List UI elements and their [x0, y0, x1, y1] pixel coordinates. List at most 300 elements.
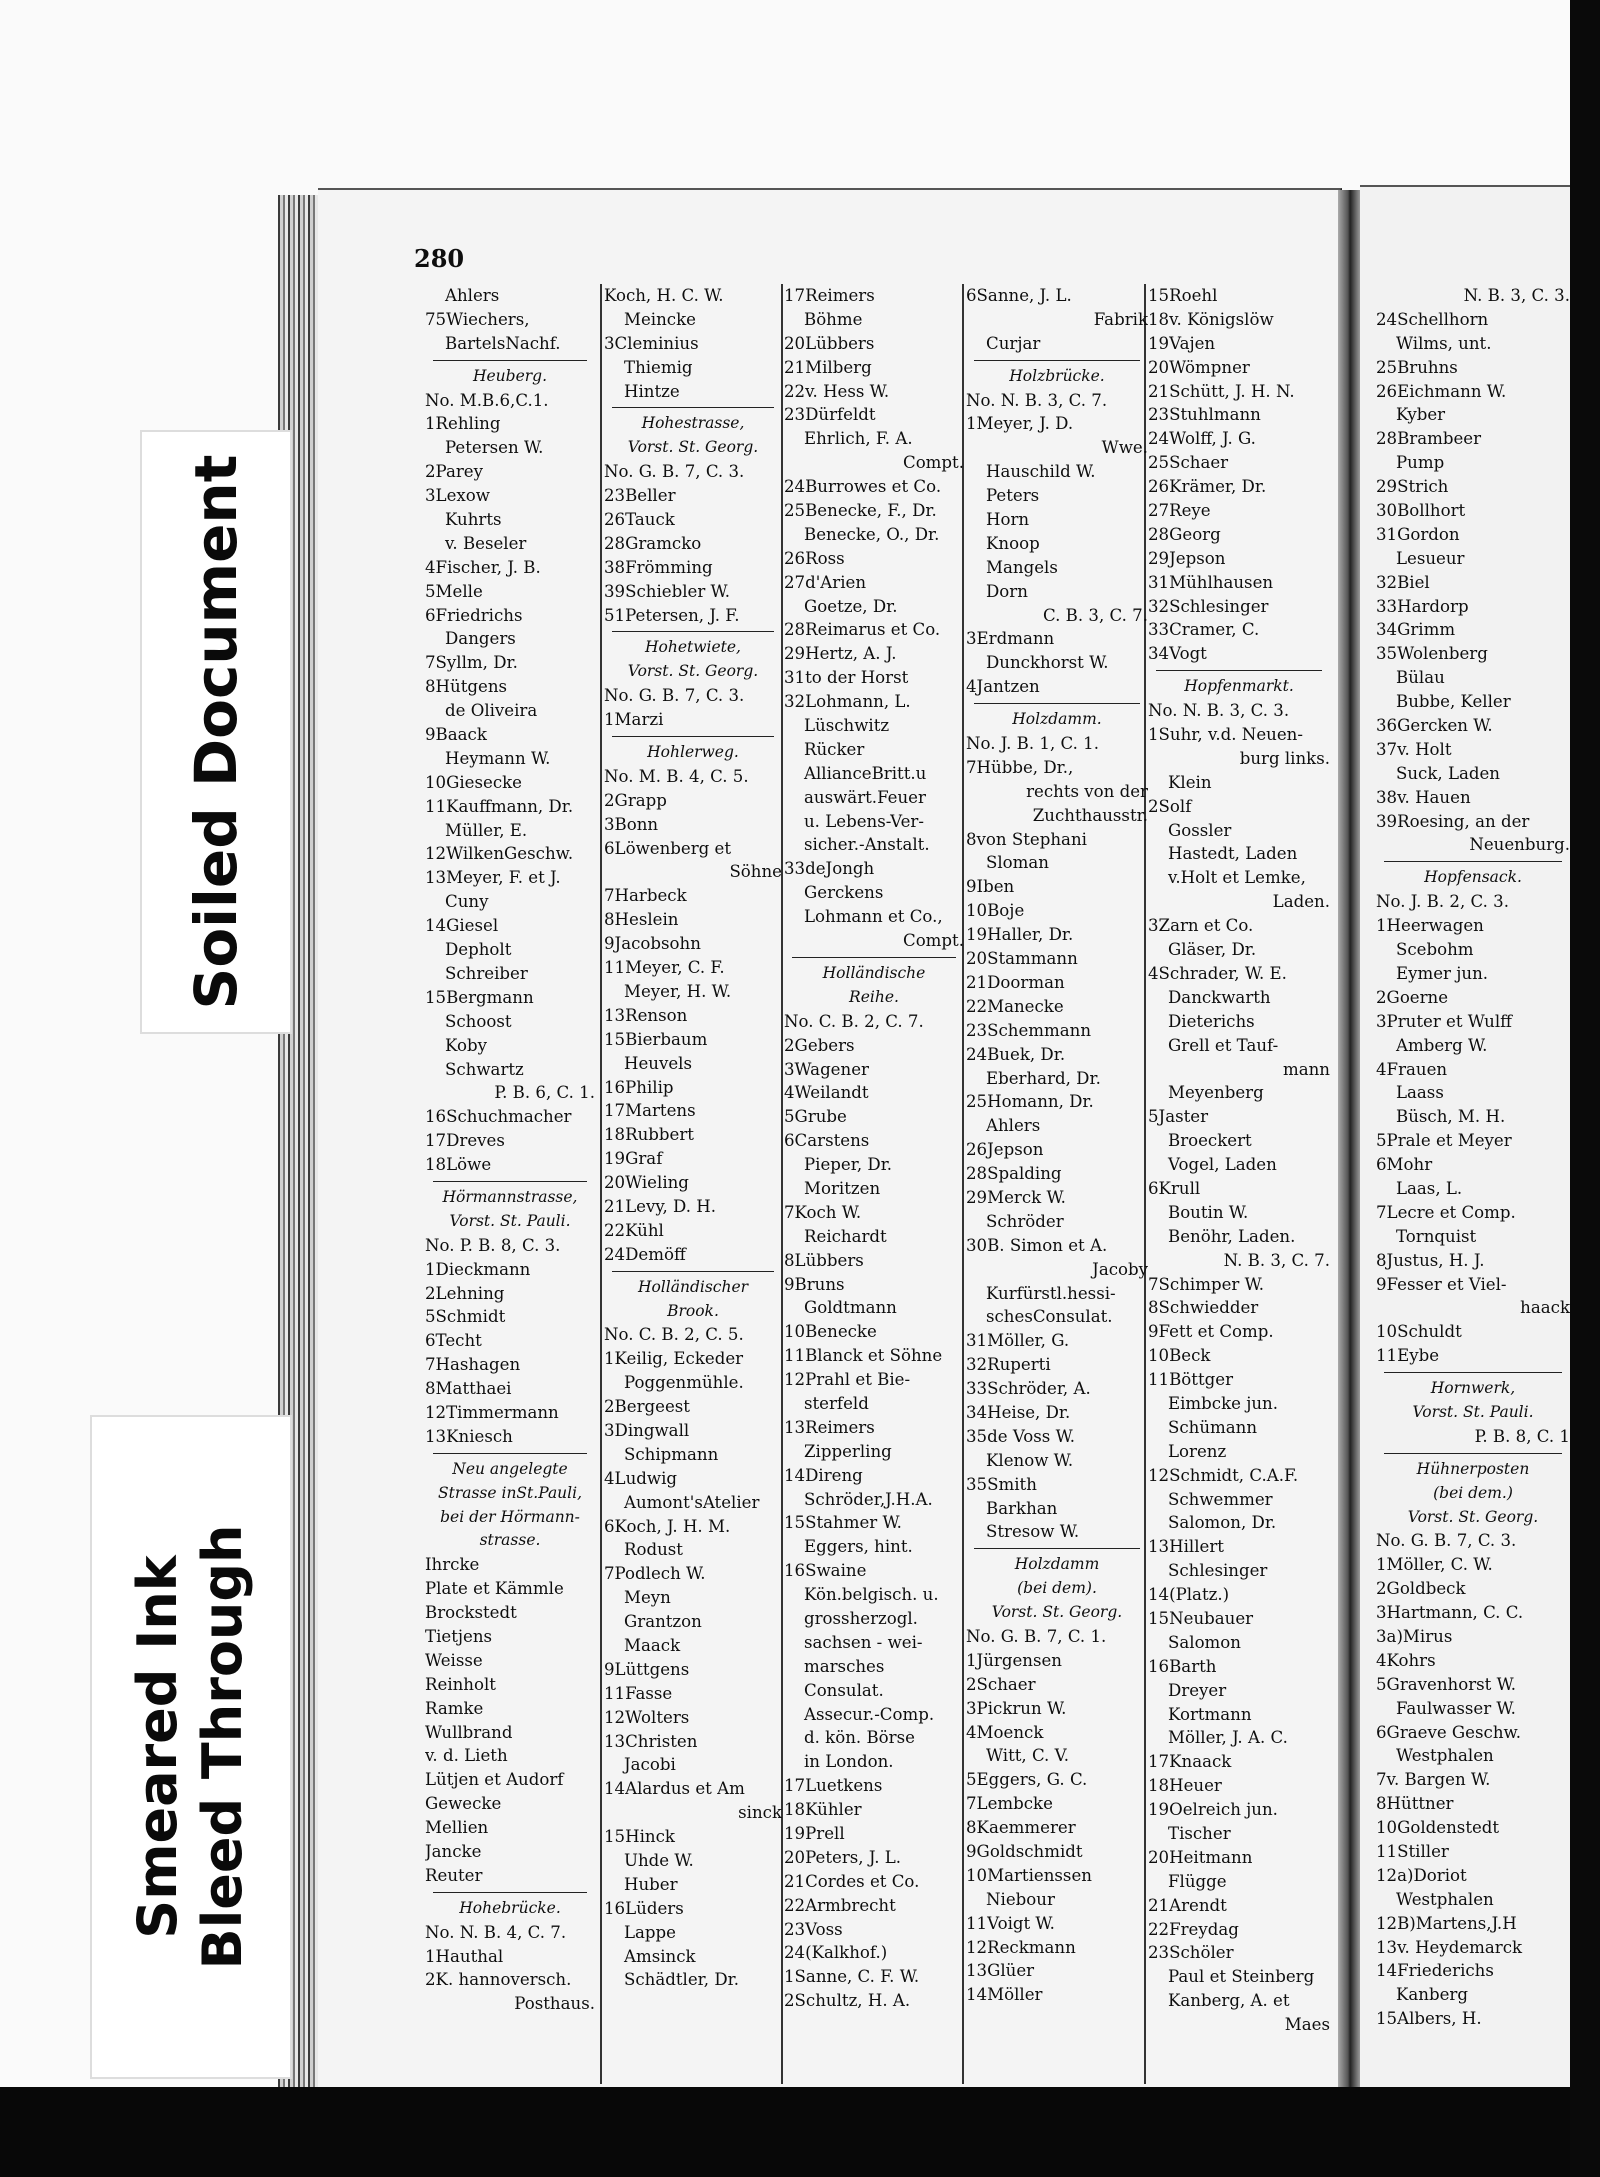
directory-entry: 11Blanck et Söhne — [784, 1346, 943, 1366]
directory-entry: 7Lecre et Comp. — [1376, 1202, 1516, 1222]
directory-entry: Uhde W. — [624, 1851, 694, 1870]
directory-entry: 5Melle — [425, 581, 483, 601]
directory-entry: d. kön. Börse — [804, 1728, 915, 1748]
directory-entry: Dangers — [445, 629, 516, 649]
street-heading: Hohetwiete, — [645, 638, 741, 657]
directory-entry: 34Vogt — [1148, 644, 1207, 664]
directory-entry: Witt, C. V. — [986, 1746, 1069, 1766]
directory-entry: 10Benecke — [784, 1322, 877, 1342]
directory-entry: mann — [1282, 1059, 1330, 1079]
directory-entry: 14Alardus et Am — [604, 1779, 745, 1799]
directory-entry: Müller, E. — [445, 820, 528, 840]
directory-entry: 8Matthaei — [425, 1379, 512, 1399]
directory-entry: 2K. hannoversch. — [425, 1970, 572, 1990]
directory-entry: Gerckens — [804, 883, 884, 903]
directory-entry: Koby — [445, 1035, 487, 1055]
directory-entry: 20Wieling — [604, 1173, 689, 1193]
street-heading: Vorst. St. Georg. — [1407, 1507, 1539, 1526]
directory-entry: 7Schimper W. — [1148, 1274, 1265, 1294]
street-heading: Hohestrasse, — [641, 414, 745, 433]
directory-entry: 1Dieckmann — [425, 1259, 531, 1279]
directory-entry: 11Fasse — [604, 1683, 673, 1703]
directory-entry: 22Freydag — [1148, 1919, 1239, 1939]
directory-entry: Eggers, hint. — [804, 1537, 913, 1557]
directory-entry: 17Luetkens — [784, 1776, 883, 1796]
directory-entry: 8Schwiedder — [1148, 1298, 1259, 1318]
directory-entry: Amsinck — [624, 1946, 696, 1966]
directory-entry: 19Graf — [604, 1149, 663, 1169]
directory-entry: 2Goerne — [1376, 987, 1449, 1007]
directory-entry: 4Frauen — [1376, 1059, 1448, 1079]
directory-entry: AllianceBritt.u — [804, 763, 927, 783]
directory-entry: No. P. B. 8, C. 3. — [425, 1235, 561, 1255]
directory-entry: No. N. B. 4, C. 7. — [425, 1922, 567, 1942]
directory-entry: 75Wiechers, — [425, 309, 530, 329]
directory-entry: 18v. Königslöw — [1148, 309, 1274, 329]
directory-entry: 15Hinck — [604, 1827, 675, 1847]
directory-entry: Compt. — [903, 931, 964, 951]
directory-entry: 32Ruperti — [966, 1355, 1051, 1375]
directory-entry: Moritzen — [804, 1178, 881, 1198]
directory-entry: 31Möller, G. — [966, 1331, 1070, 1351]
directory-entry: No. G. B. 7, C. 3. — [1376, 1531, 1517, 1551]
directory-entry: 24Burrowes et Co. — [784, 477, 942, 497]
section-divider — [1384, 1453, 1562, 1454]
directory-entry: 4Jantzen — [966, 677, 1040, 697]
directory-entry: N. B. 3, C. 3. — [1463, 286, 1570, 305]
directory-entry: Schröder — [986, 1211, 1064, 1231]
column-divider — [600, 284, 602, 2084]
directory-entry: Brockstedt — [425, 1603, 517, 1623]
directory-entry: 36Gercken W. — [1376, 716, 1493, 736]
directory-entry: 25Homann, Dr. — [966, 1092, 1094, 1112]
directory-entry: 7v. Bargen W. — [1376, 1770, 1491, 1790]
directory-entry: Grantzon — [624, 1612, 702, 1632]
directory-entry: Huber — [624, 1874, 678, 1894]
directory-entry: 23Schemmann — [966, 1020, 1092, 1040]
section-divider — [433, 1181, 587, 1182]
directory-entry: 7Syllm, Dr. — [425, 653, 518, 673]
directory-entry: Barkhan — [986, 1498, 1058, 1518]
section-divider — [974, 1548, 1140, 1549]
directory-entry: Kortmann — [1168, 1704, 1252, 1724]
directory-entry: Neuenburg. — [1469, 835, 1570, 855]
directory-entry: Goldtmann — [804, 1298, 897, 1318]
directory-entry: Boutin W. — [1168, 1202, 1249, 1222]
directory-entry: Plate et Kämmle — [425, 1579, 564, 1599]
street-heading: Vorst. St. Pauli. — [449, 1211, 571, 1230]
directory-entry: 26Jepson — [966, 1140, 1044, 1160]
directory-entry: 33deJongh — [784, 859, 875, 879]
directory-entry: Jacoby — [1092, 1259, 1148, 1279]
directory-entry: 32Schlesinger — [1148, 596, 1269, 616]
directory-entry: 3Wagener — [784, 1059, 869, 1079]
directory-entry: v. d. Lieth — [425, 1746, 508, 1766]
directory-entry: Knoop — [986, 533, 1040, 553]
section-divider — [433, 360, 587, 361]
directory-entry: 4Kohrs — [1376, 1650, 1436, 1670]
directory-entry: 32Biel — [1376, 572, 1430, 592]
directory-entry: Pieper, Dr. — [804, 1155, 893, 1175]
directory-entry: Zipperling — [804, 1441, 892, 1461]
directory-entry: 6Mohr — [1376, 1155, 1433, 1175]
directory-column-4 — [966, 284, 1148, 2007]
directory-entry: Böhme — [804, 309, 863, 329]
directory-entry: 22Kühl — [604, 1220, 664, 1240]
directory-entry: Kuhrts — [445, 510, 502, 530]
street-heading: Holländischer — [637, 1277, 749, 1296]
directory-entry: Weisse — [425, 1650, 483, 1670]
directory-entry: 10Martienssen — [966, 1865, 1092, 1885]
directory-entry: 3Zarn et Co. — [1148, 916, 1254, 936]
directory-entry: Lütjen et Audorf — [425, 1770, 564, 1790]
directory-entry: 15Roehl — [1148, 286, 1218, 305]
directory-entry: N. B. 3, C. 7. — [1223, 1250, 1330, 1270]
directory-entry: 5Grube — [784, 1107, 847, 1127]
directory-entry: 13Hillert — [1148, 1537, 1224, 1557]
directory-entry: 13Reimers — [784, 1417, 875, 1437]
directory-entry: 2Parey — [425, 462, 483, 482]
directory-entry: 9Bruns — [784, 1274, 845, 1294]
directory-entry: Zuchthausstr. — [1032, 805, 1148, 825]
directory-entry: auswärt.Feuer — [804, 787, 926, 807]
directory-entry: 5Prale et Meyer — [1376, 1131, 1512, 1151]
directory-entry: 12Timmermann — [425, 1402, 559, 1422]
street-heading: Hohebrücke. — [459, 1898, 561, 1917]
directory-entry: 38v. Hauen — [1376, 787, 1471, 807]
directory-entry: 25Bruhns — [1376, 357, 1458, 377]
street-heading: Vorst. St. Georg. — [991, 1603, 1123, 1622]
section-divider — [433, 1892, 587, 1893]
directory-entry: Kyber — [1396, 405, 1446, 425]
directory-entry: Westphalen — [1396, 1746, 1494, 1766]
directory-entry: 7Hübbe, Dr., — [966, 757, 1074, 777]
directory-entry: 12Reckmann — [966, 1937, 1076, 1957]
directory-entry: 33Cramer, C. — [1148, 620, 1260, 640]
directory-entry: 9Fett et Comp. — [1148, 1322, 1274, 1342]
directory-entry: 11Stiller — [1376, 1842, 1449, 1861]
directory-entry: rechts von der — [1026, 781, 1148, 801]
directory-entry: Wullbrand — [425, 1722, 513, 1742]
directory-entry: Schipmann — [624, 1444, 719, 1464]
directory-entry: Kön.belgisch. u. — [804, 1585, 939, 1605]
directory-entry: 28Georg — [1148, 524, 1221, 544]
directory-entry: Kurfürstl.hessi- — [986, 1283, 1116, 1303]
directory-entry: 4Ludwig — [604, 1468, 678, 1488]
directory-entry: 13Christen — [604, 1731, 698, 1751]
directory-entry: Schümann — [1168, 1417, 1258, 1437]
directory-entry: 32Lohmann, L. — [784, 692, 911, 712]
section-divider — [612, 407, 774, 408]
directory-entry: Benecke, O., Dr. — [804, 524, 940, 544]
directory-entry: 31Mühlhausen — [1148, 572, 1274, 592]
smeared-ink-line: Smeared Ink — [126, 1555, 190, 1939]
directory-entry: 18Kühler — [784, 1800, 862, 1820]
directory-entry: Ahlers — [986, 1116, 1041, 1136]
directory-entry: Poggenmühle. — [624, 1373, 744, 1393]
directory-entry: Koch, H. C. W. — [604, 286, 724, 305]
directory-entry: 13v. Heydemarck — [1376, 1937, 1523, 1957]
directory-entry: 6Carstens — [784, 1131, 870, 1151]
directory-entry: Lorenz — [1168, 1441, 1227, 1461]
directory-entry: Lappe — [624, 1922, 676, 1942]
directory-entry: 9Iben — [966, 877, 1015, 897]
directory-entry: P. B. 8, C. 1 — [1474, 1426, 1570, 1446]
directory-entry: 39Schiebler W. — [604, 581, 730, 601]
directory-entry: grossherzogl. — [804, 1608, 918, 1628]
directory-entry: 12B)Martens,J.H — [1376, 1913, 1517, 1933]
street-heading: Strasse inSt.Pauli, — [437, 1483, 583, 1502]
directory-entry: 1Suhr, v.d. Neuen- — [1148, 725, 1303, 745]
directory-entry: 24(Kalkhof.) — [784, 1943, 888, 1963]
directory-entry: 2Bergeest — [604, 1397, 690, 1417]
directory-entry: Petersen W. — [445, 438, 544, 458]
directory-entry: 19Oelreich jun. — [1148, 1800, 1278, 1820]
directory-entry: 6Techt — [425, 1331, 482, 1351]
directory-entry: Thiemig — [624, 357, 693, 377]
directory-entry: Gewecke — [425, 1794, 502, 1814]
directory-entry: 35Wolenberg — [1376, 644, 1488, 664]
directory-entry: Hintze — [624, 381, 680, 401]
directory-entry: 31Gordon — [1376, 524, 1460, 544]
directory-entry: 12Wolters — [604, 1707, 690, 1727]
directory-entry: 14Friederichs — [1376, 1961, 1494, 1981]
directory-entry: 1Heerwagen — [1376, 916, 1484, 936]
directory-entry: Bubbe, Keller — [1396, 692, 1511, 712]
directory-entry: Dieterichs — [1168, 1011, 1255, 1031]
directory-entry: 23Schöler — [1148, 1943, 1234, 1963]
directory-entry: 30Bollhort — [1376, 501, 1466, 521]
directory-entry: 17Dreves — [425, 1131, 505, 1151]
directory-entry: 13Glüer — [966, 1961, 1035, 1981]
directory-entry: Laas, L. — [1396, 1178, 1463, 1198]
directory-entry: Depholt — [445, 940, 512, 960]
directory-entry: schesConsulat. — [986, 1307, 1113, 1327]
street-heading: Hornwerk, — [1430, 1379, 1516, 1398]
street-heading: Hohlerweg. — [647, 743, 739, 762]
directory-column-2 — [604, 284, 782, 1992]
directory-entry: 51Petersen, J. F. — [604, 605, 740, 625]
directory-entry: Compt. — [903, 453, 964, 473]
directory-entry: 26Tauck — [604, 510, 675, 530]
directory-entry: 6Friedrichs — [425, 605, 523, 625]
directory-entry: sachsen - wei- — [804, 1632, 923, 1652]
section-divider — [1384, 1372, 1562, 1373]
directory-entry: Dreyer — [1168, 1680, 1227, 1700]
book-gutter — [1338, 190, 1360, 2110]
directory-entry: 21Levy, D. H. — [604, 1196, 717, 1216]
section-divider — [792, 957, 956, 958]
directory-entry: Tischer — [1168, 1824, 1231, 1843]
directory-entry: Ehrlich, F. A. — [804, 429, 913, 449]
directory-entry: 9Lüttgens — [604, 1659, 690, 1679]
directory-entry: burg links. — [1239, 748, 1330, 768]
directory-entry: 1Marzi — [604, 710, 664, 730]
directory-entry: 16Lüders — [604, 1898, 684, 1918]
directory-entry: 31to der Horst — [784, 668, 909, 688]
directory-entry: Cuny — [445, 892, 489, 912]
directory-entry: No. M.B.6,C.1. — [425, 390, 549, 410]
directory-entry: 11Voigt W. — [966, 1913, 1055, 1933]
directory-entry: 29Jepson — [1148, 548, 1226, 568]
directory-entry: 5Eggers, G. C. — [966, 1770, 1088, 1790]
directory-entry: 23Voss — [784, 1919, 843, 1939]
directory-entry: 16Barth — [1148, 1656, 1217, 1676]
directory-entry: 26Krämer, Dr. — [1148, 477, 1267, 497]
directory-entry: sicher.-Anstalt. — [804, 835, 930, 855]
directory-entry: 20Lübbers — [784, 333, 875, 353]
directory-entry: 2Lehning — [425, 1283, 505, 1303]
directory-entry: marsches — [804, 1656, 885, 1676]
directory-entry: in London. — [804, 1752, 894, 1772]
directory-entry: 1Sanne, C. F. W. — [784, 1967, 920, 1987]
directory-entry: 4Fischer, J. B. — [425, 557, 541, 577]
directory-entry: 11Eybe — [1376, 1346, 1440, 1366]
directory-entry: Kanberg, A. et — [1168, 1991, 1290, 2011]
directory-entry: Schwemmer — [1168, 1489, 1273, 1509]
directory-entry: No. C. B. 2, C. 7. — [784, 1011, 924, 1031]
directory-entry: Mellien — [425, 1818, 489, 1838]
section-divider — [1156, 670, 1322, 671]
directory-entry: 21Arendt — [1148, 1895, 1227, 1915]
directory-entry: Posthaus. — [514, 1994, 595, 2014]
street-heading: Vorst. St. Georg. — [627, 438, 759, 457]
directory-entry: 4Schrader, W. E. — [1148, 963, 1287, 983]
directory-entry: 18Rubbert — [604, 1125, 694, 1145]
directory-entry: 8Hüttner — [1376, 1794, 1454, 1814]
directory-entry: 9Goldschmidt — [966, 1842, 1083, 1861]
directory-entry: Aumont'sAtelier — [624, 1492, 760, 1512]
directory-entry: No. N. B. 3, C. 3. — [1148, 701, 1290, 721]
street-heading: Hopfenmarkt. — [1184, 677, 1294, 696]
directory-entry: 5Schmidt — [425, 1307, 506, 1327]
directory-entry: 17Martens — [604, 1101, 696, 1121]
directory-entry: No. C. B. 2, C. 5. — [604, 1325, 744, 1345]
directory-entry: 7Podlech W. — [604, 1564, 706, 1584]
directory-entry: Assecur.-Comp. — [804, 1704, 935, 1724]
directory-column-5 — [1148, 284, 1330, 2037]
directory-entry: Niebour — [986, 1889, 1055, 1909]
street-heading: Holzdamm. — [1012, 710, 1102, 729]
directory-entry: C. B. 3, C. 7. — [1043, 605, 1148, 625]
directory-entry: Maes — [1284, 2015, 1330, 2035]
directory-entry: 3Bonn — [604, 814, 659, 834]
directory-entry: 2Solf — [1148, 796, 1192, 816]
street-heading: Hörmannstrasse, — [442, 1187, 578, 1206]
directory-entry: 11Meyer, C. F. — [604, 958, 725, 978]
street-heading: Hühnerposten — [1416, 1459, 1530, 1478]
street-heading: Neu angelegte — [452, 1459, 568, 1478]
street-heading: Hopfensack. — [1424, 868, 1522, 887]
street-heading: Vorst. St. Pauli. — [1412, 1402, 1534, 1421]
soiled-document-label: Soiled Document — [182, 454, 250, 1010]
directory-entry: 20Heitmann — [1148, 1847, 1253, 1867]
directory-entry: 4Moenck — [966, 1722, 1044, 1742]
soiled-document-tab — [140, 430, 292, 1034]
directory-entry: 22v. Hess W. — [784, 381, 890, 401]
directory-entry: 1Meyer, J. D. — [966, 414, 1074, 434]
directory-entry: 3Pickrun W. — [966, 1698, 1067, 1718]
directory-entry: 24Buek, Dr. — [966, 1044, 1066, 1064]
directory-entry: Lesueur — [1396, 548, 1465, 568]
directory-entry: 4Weilandt — [784, 1083, 869, 1103]
directory-entry: Amberg W. — [1396, 1035, 1488, 1055]
directory-entry: Hauschild W. — [986, 462, 1096, 482]
directory-entry: Salomon — [1168, 1632, 1241, 1652]
directory-entry: No. G. B. 7, C. 3. — [604, 462, 745, 482]
directory-entry: Consulat. — [804, 1680, 884, 1700]
directory-entry: Laass — [1396, 1083, 1444, 1103]
directory-entry: Rodust — [624, 1540, 683, 1560]
directory-entry: Söhne — [729, 862, 782, 882]
smeared-ink-label — [126, 1525, 256, 1970]
directory-entry: 6Koch, J. H. M. — [604, 1516, 731, 1536]
directory-entry: 24Wolff, J. G. — [1148, 429, 1256, 449]
directory-entry: 10Boje — [966, 901, 1025, 921]
directory-column-3 — [784, 284, 964, 2013]
directory-entry: Heymann W. — [445, 748, 551, 768]
directory-entry: 14Direng — [784, 1465, 863, 1485]
directory-entry: Wilms, unt. — [1396, 333, 1492, 353]
directory-entry: Peters — [986, 486, 1040, 506]
directory-entry: 18Heuer — [1148, 1776, 1222, 1796]
directory-entry: 12Prahl et Bie- — [784, 1370, 911, 1390]
directory-entry: 23Beller — [604, 486, 676, 506]
directory-entry: Scebohm — [1396, 940, 1474, 960]
street-heading: Holländische — [822, 963, 926, 982]
directory-entry: Vogel, Laden — [1168, 1155, 1277, 1175]
directory-entry: Danckwarth — [1168, 987, 1271, 1007]
directory-entry: 1Jürgensen — [966, 1650, 1062, 1670]
directory-entry: Büsch, M. H. — [1396, 1107, 1506, 1127]
directory-entry: 7Lembcke — [966, 1794, 1053, 1814]
directory-entry: 14Giesel — [425, 916, 499, 936]
directory-entry: 21Milberg — [784, 357, 872, 377]
directory-entry: Gossler — [1168, 820, 1232, 840]
directory-entry: 12a)Doriot — [1376, 1865, 1467, 1885]
directory-entry: 1Möller, C. W. — [1376, 1555, 1493, 1575]
directory-entry: 8Justus, H. J. — [1376, 1250, 1485, 1270]
directory-entry: 28Brambeer — [1376, 429, 1482, 449]
directory-entry: 28Gramcko — [604, 533, 702, 553]
directory-entry: 33Hardorp — [1376, 596, 1469, 616]
directory-entry: Horn — [986, 510, 1030, 530]
directory-entry: sterfeld — [804, 1393, 869, 1413]
directory-entry: Reuter — [425, 1865, 483, 1885]
directory-entry: No. M. B. 4, C. 5. — [604, 766, 749, 786]
directory-entry: 5Jaster — [1148, 1107, 1209, 1127]
directory-entry: BartelsNachf. — [445, 333, 561, 353]
directory-entry: 8Lübbers — [784, 1250, 864, 1270]
directory-entry: 26Ross — [784, 548, 845, 568]
directory-entry: Benöhr, Laden. — [1168, 1226, 1296, 1246]
directory-entry: 29Hertz, A. J. — [784, 644, 897, 664]
directory-entry: 19Vajen — [1148, 333, 1216, 353]
section-divider — [612, 1271, 774, 1272]
directory-entry: 13Renson — [604, 1005, 688, 1025]
directory-entry: 10Schuldt — [1376, 1322, 1462, 1342]
directory-entry: 9Baack — [425, 725, 487, 745]
directory-entry: No. G. B. 7, C. 1. — [966, 1626, 1107, 1646]
directory-entry: 7Harbeck — [604, 886, 687, 906]
directory-entry: Stresow W. — [986, 1522, 1080, 1542]
directory-entry: 3Hartmann, C. C. — [1376, 1603, 1524, 1623]
street-heading: strasse. — [479, 1531, 541, 1550]
directory-entry: Eymer jun. — [1396, 963, 1489, 983]
directory-entry: sinck — [738, 1803, 782, 1823]
directory-entry: 29Merck W. — [966, 1187, 1066, 1207]
directory-entry: de Oliveira — [445, 701, 538, 721]
